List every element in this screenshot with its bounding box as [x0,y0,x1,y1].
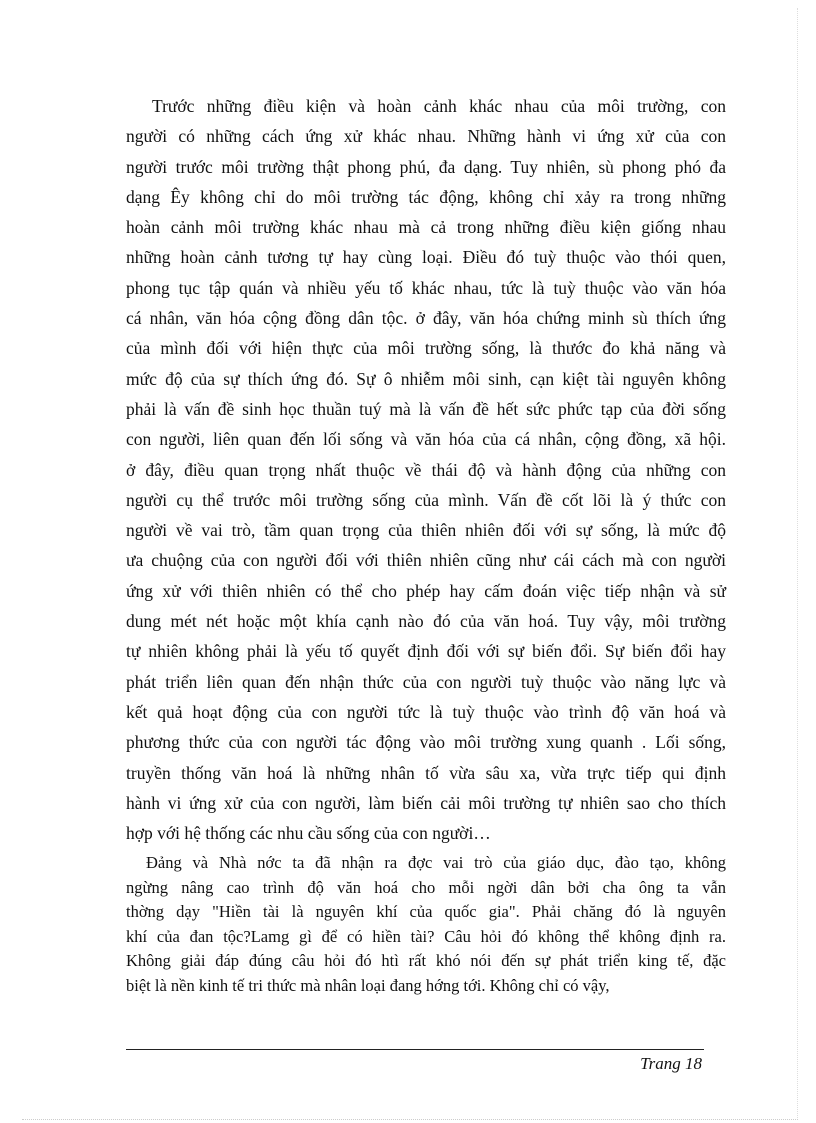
text-line: người trước môi trường thật phong phú, đa dạng. Tuy nhiên, sù phong phó đa [126,156,726,177]
text-line: Đảng và Nhà nớc ta đã nhận ra đợc vai trò của giáo dục, đào tạo, không [146,853,726,872]
body-paragraph-2 [126,851,726,998]
text-line: ứng xử với thiên nhiên có thể cho phép hay cấm đoán việc tiếp nhận và sử [126,580,726,601]
text-line: dung mét nét hoặc một khía cạnh nào đó của văn hoá. Tuy vậy, môi trường [126,611,726,632]
text-line: hoàn cảnh môi trường khác nhau mà cả trong những điều kiện giống nhau [126,217,726,238]
page-edge-right [797,8,798,1118]
text-line: Trước những điều kiện và hoàn cảnh khác nhau của môi trường, con [152,96,726,116]
footer-divider [126,1049,704,1050]
text-line: biệt là nền kinh tế tri thức mà nhân loại đang hớng tới. Không chỉ có vậy, [126,975,610,995]
text-line: người có những cách ứng xử khác nhau. Những hành vi ứng xử của con [126,126,726,147]
body-paragraph-1 [126,91,726,848]
text-line: truyền thống văn hoá là những nhân tố vừa sâu xa, vừa trực tiếp qui định [126,762,726,783]
text-line: người về vai trò, tầm quan trọng của thiên nhiên đối với sự sống, là mức độ [126,520,726,541]
text-line: những hoàn cảnh tương tự hay cùng loại. Điều đó tuỳ thuộc vào thói quen, [126,247,726,268]
text-line: phong tục tập quán và nhiều yếu tố khác nhau, tức là tuỳ thuộc vào văn hóa [126,277,726,298]
text-line: của mình đối với hiện thực của môi trường sống, là thước đo khả năng và [126,338,726,359]
text-line: dạng Êy không chỉ do môi trường tác động, không chỉ xảy ra trong những [126,186,726,207]
text-line: kết quả hoạt động của con người tức là tuỳ thuộc vào trình độ văn hoá và [126,701,726,722]
text-line: khí của đan tộc?Lamg gì để có hiền tài? Câu hỏi đó không thể không định ra. [126,926,726,946]
page-edge-bottom [22,1119,798,1120]
text-line: ngừng nâng cao trình độ văn hoá cho mỗi ngời dân bởi cha ông ta vẫn [126,877,726,897]
text-line: hành vi ứng xử của con người, làm biến cải môi trường tự nhiên sao cho thích [126,792,726,813]
text-line: tự nhiên không phải là yếu tố quyết định đối với sự biến đổi. Sự biến đổi hay [126,641,726,662]
text-line: người cụ thể trước môi trường sống của mình. Vấn đề cốt lõi là ý thức con [126,489,726,510]
page-number: Trang 18 [640,1054,702,1073]
text-line: phương thức của con người tác động vào môi trường xung quanh . Lối sống, [126,732,726,753]
text-line: con người, liên quan đến lối sống và văn hóa của cá nhân, cộng đồng, xã hội. [126,429,726,450]
text-line: Không giải đáp đúng câu hỏi đó htì rất khó nói đến sự phát triển king tế, đặc [126,951,726,970]
text-line: hợp với hệ thống các nhu cầu sống của con người… [126,823,491,844]
text-line: phát triển liên quan đến nhận thức của con người tuỳ thuộc vào năng lực và [126,671,726,692]
text-line: ở đây, điều quan trọng nhất thuộc về thái độ và hành động của những con [126,459,726,480]
text-line: phải là vấn đề sinh học thuần tuý mà là vấn đề hết sức phức tạp của đời sống [126,398,726,419]
text-line: mức độ của sự thích ứng đó. Sự ô nhiễm môi sinh, cạn kiệt tài nguyên không [126,368,726,389]
text-line: ưa chuộng của con người đối với thiên nhiên cũng như cái cách mà con người [126,550,726,571]
text-line: thờng dạy "Hiền tài là nguyên khí của quốc gia". Phải chăng đó là nguyên [126,902,726,921]
text-line: cá nhân, văn hóa cộng đồng dân tộc. ở đây, văn hóa chứng minh sù thích ứng [126,308,726,329]
